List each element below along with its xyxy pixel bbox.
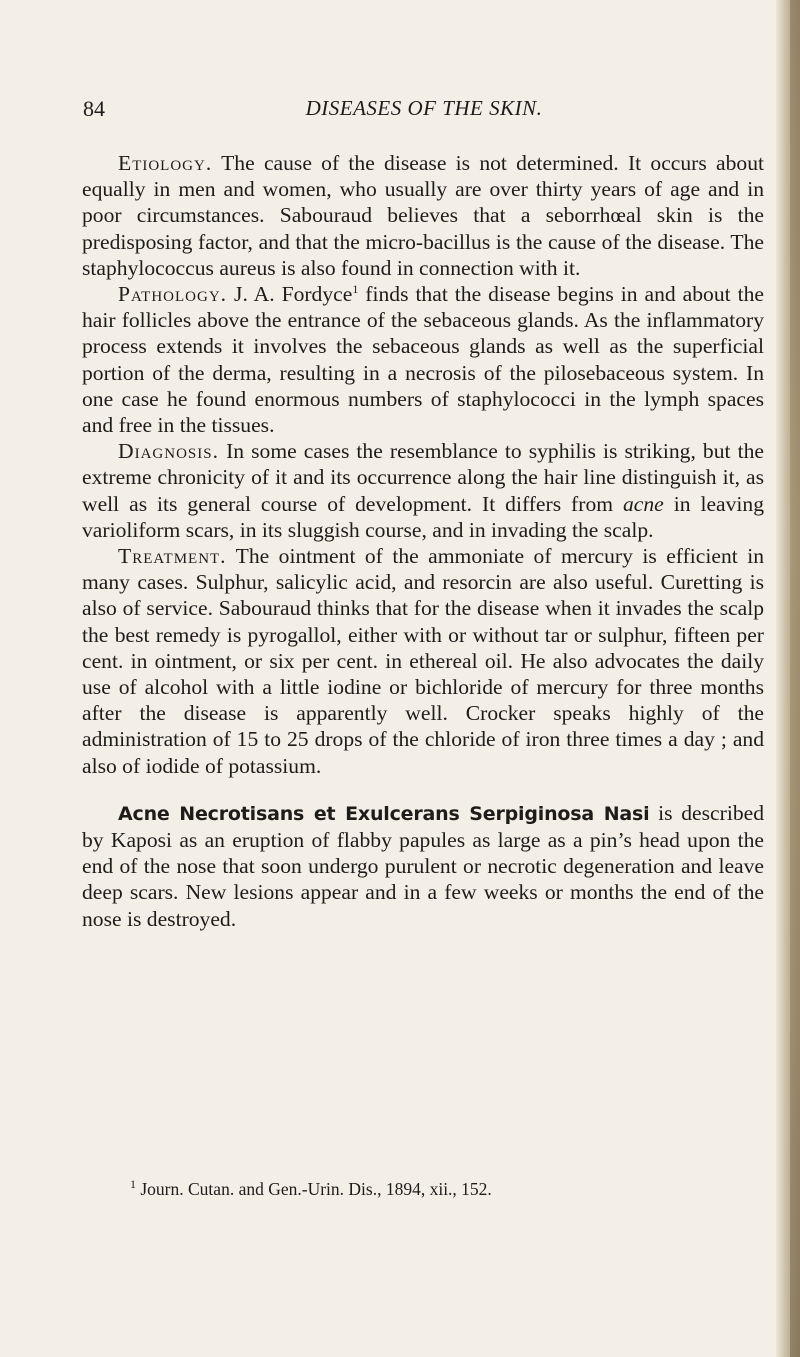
- page-header: [83, 96, 765, 126]
- diagnosis-text-start: In some cases the resemblance to syphilis is striking, but the extreme chronicity of it and its occurrence along the hair line distinguish it, as well as its general course of development. It differs from: [82, 439, 764, 516]
- treatment-text: The ointment of the ammoniate of mercury is efficient in many cases. Sulphur, salicylic acid, and resorcin are also useful. Curetting is also of service. Sabouraud thinks that for the disease when it invades the scalp the best remedy is pyrogallol, either with or without tar or sulphur, fifteen per cent. in ointment, or six per cent. in ethereal oil. He also advocates the daily use of alcohol with a little iodine or bichloride of mercury for three months after the disease is apparently well. Crocker speaks highly of the administration of 15 to 25 drops of the chloride of iron three times a day ; and also of iodide of potassium.: [82, 544, 764, 778]
- book-spine-edge: [790, 0, 800, 1357]
- section-gap: [82, 779, 764, 800]
- pathology-text-start: J. A. Fordyce: [227, 282, 353, 307]
- diagnosis-text-rest: in leaving varioliform scars, in its sluggish course, and in invading the scalp.: [82, 491, 764, 542]
- pathology-text-rest: finds that the disease begins in and about the hair follicles above the entrance of the sebaceous glands. As the inflammatory process extends it involves the sebaceous glands as well as the superficial portion of the derma, resulting in a necrosis of the pilosebaceous system. In one case he found enormous numbers of staphylococci in the lymph spaces and free in the tissues.: [82, 282, 764, 438]
- footnote-marker: 1: [130, 1177, 136, 1192]
- footnote-reference: 1: [352, 281, 359, 296]
- diagnosis-paragraph: [82, 438, 764, 543]
- etiology-text: The cause of the disease is not determined. It occurs about equally in men and women, who usually are over thirty years of age and in poor circumstances. Sabouraud believes that a seborrhœal skin is the predisposing factor, and that the micro-bacillus is the cause of the disease. The staphylococcus aureus is also found in connection with it.: [82, 151, 764, 280]
- body-text: [82, 150, 764, 932]
- treatment-paragraph: [82, 543, 764, 779]
- footnote: [130, 1178, 770, 1200]
- acne-necrotisans-paragraph: [82, 800, 764, 932]
- acne-necrotisans-text: is described by Kaposi as an eruption of flabby papules as large as a pin’s head upon the end of the nose that soon undergo purulent or necrotic degeneration and leave deep scars. New lesions appear and in a few weeks or months the end of the nose is destroyed.: [82, 800, 764, 931]
- footnote-text: Journ. Cutan. and Gen.-Urin. Dis., 1894, xii., 152.: [136, 1179, 492, 1199]
- running-head: DISEASES OF THE SKIN.: [305, 96, 543, 120]
- treatment-heading: Treatment.: [118, 544, 227, 569]
- acne-necrotisans-heading: Acne Necrotisans et Exulcerans Serpiginosa Nasi: [118, 802, 650, 825]
- pathology-heading: Pathology.: [118, 282, 228, 307]
- diagnosis-heading: Diagnosis.: [118, 439, 219, 464]
- diagnosis-italic-term: acne: [622, 491, 664, 516]
- page-number: 84: [83, 96, 105, 121]
- pathology-paragraph: [82, 281, 764, 438]
- etiology-heading: Etiology.: [118, 151, 213, 175]
- etiology-paragraph: [82, 150, 764, 281]
